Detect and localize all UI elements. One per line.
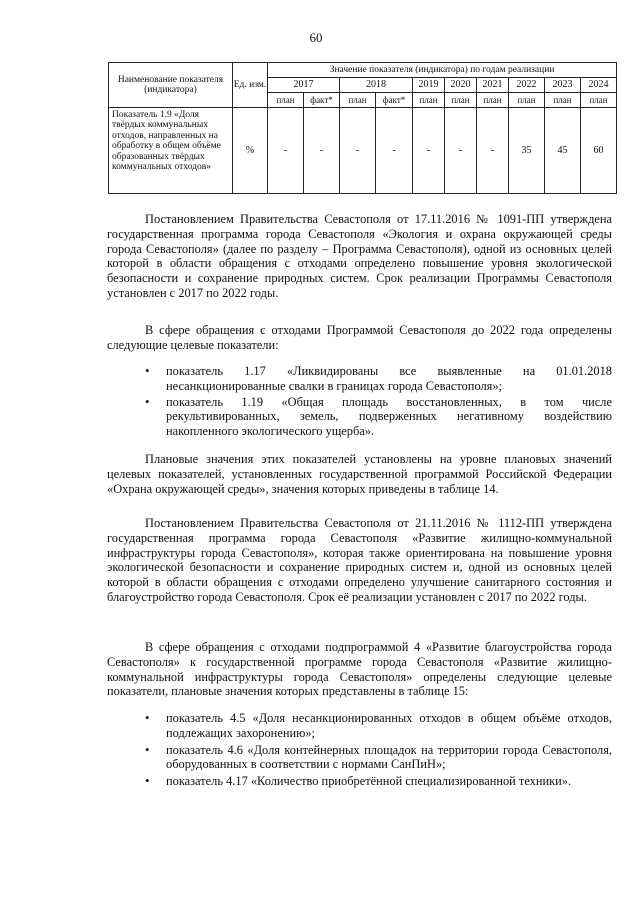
column-header-values: Значение показателя (индикатора) по годам реализации: [268, 63, 617, 78]
value-cell: 45: [545, 108, 581, 194]
plan-header: план: [581, 93, 617, 108]
plan-header: план: [413, 93, 445, 108]
fact-header: факт*: [376, 93, 413, 108]
value-cell: 60: [581, 108, 617, 194]
bullet-icon: •: [145, 710, 150, 725]
paragraph: Плановые значения этих показателей установлены на уровне плановых значений целевых показателей, установленных государственной программой Российской Федерации «Охрана окружающей среды», значения которых приведены в таблице 14.: [107, 452, 612, 496]
fact-header: факт*: [304, 93, 340, 108]
plan-header: план: [268, 93, 304, 108]
value-cell: -: [304, 108, 340, 194]
bullet-icon: •: [145, 741, 150, 757]
table-header-row: [109, 63, 617, 78]
page-number: 60: [309, 30, 323, 45]
plan-header: план: [445, 93, 477, 108]
plan-header: план: [545, 93, 581, 108]
bullet-icon: •: [145, 363, 150, 378]
indicator-table: [108, 62, 617, 194]
list-item: [107, 743, 612, 773]
list-item-text: показатель 4.17 «Количество приобретённой специализированной техники».: [166, 774, 572, 789]
value-cell: -: [340, 108, 376, 194]
list-item: [107, 774, 612, 789]
value-cell: -: [477, 108, 509, 194]
column-header-name: Наименование показателя (индикатора): [109, 63, 233, 108]
list-item-text: показатель 4.6 «Доля контейнерных площадок на территории города Севастополя, оборудованных в соответствии с нормами СанПиН»;: [166, 742, 612, 772]
paragraph-block-5: [107, 640, 612, 699]
paragraph-block-3: [107, 452, 612, 496]
value-cell: -: [268, 108, 304, 194]
plan-header: план: [340, 93, 376, 108]
year-header: 2021: [477, 78, 509, 93]
plan-header: план: [477, 93, 509, 108]
paragraph: Постановлением Правительства Севастополя от 17.11.2016 № 1091-ПП утверждена государственная программа города Севастополя «Экология и охрана окружающей среды города Севастополя» (далее по разделу – Программа Севастополя), одной из основных целей которой в области обращения с отходами определено повышение уровня экологической безопасности и сохранение природных систем. Срок реализации Программы Севастополя установлен с 2017 по 2022 годы.: [107, 212, 612, 300]
value-cell: -: [413, 108, 445, 194]
bullet-icon: •: [145, 393, 150, 409]
list-item-text: показатель 1.17 «Ликвидированы все выявленные на 01.01.2018 несанкционированные свалки в границах города Севастополя»;: [166, 364, 612, 393]
list-item-text: показатель 4.5 «Доля несанкционированных отходов в общем объёме отходов, подлежащих захоронению»;: [166, 711, 612, 740]
indicator-name-cell: Показатель 1.9 «Доля твёрдых коммунальных отходов, направленных на обработку в общем объёме образованных твёрдых коммунальных отходов»: [109, 108, 233, 194]
list-item-text: показатель 1.19 «Общая площадь восстановленных, в том числе рекультивированных, земель, подверженных негативному воздействию накопленного экологического ущерба».: [166, 394, 612, 439]
paragraph-block-2: [107, 323, 612, 353]
value-cell: 35: [509, 108, 545, 194]
year-header: 2020: [445, 78, 477, 93]
paragraph: Постановлением Правительства Севастополя от 21.11.2016 № 1112-ПП утверждена государственная программа города Севастополя «Развитие жилищно-коммунальной инфраструктуры города Севастополя», которая также ориентирована на повышение уровня экологической безопасности и сохранение природных систем и, одной из основных целей которой в области обращения с отходами определено улучшение санитарного состояния и благоустройство города Севастополя. Срок её реализации установлен с 2017 по 2022 годы.: [107, 516, 612, 604]
paragraph: В сфере обращения с отходами подпрограммой 4 «Развитие благоустройства города Севастополя» к государственной программе города Севастополя «Развитие жилищно-коммунальной инфраструктуры города Севастополя» определены следующие целевые показатели, плановые значения которых представлены в таблице 15:: [107, 640, 612, 699]
year-header: 2019: [413, 78, 445, 93]
table-row: [109, 108, 617, 194]
list-item: [107, 364, 612, 394]
year-header: 2018: [340, 78, 413, 93]
paragraph-block-4: [107, 516, 612, 605]
paragraph: В сфере обращения с отходами Программой Севастополя до 2022 года определены следующие целевые показатели:: [107, 323, 612, 352]
column-header-unit: Ед. изм.: [233, 63, 268, 108]
value-cell: -: [376, 108, 413, 194]
bullet-list-1: [107, 364, 612, 439]
bullet-list-2: [107, 711, 612, 789]
list-item: [107, 711, 612, 741]
bullet-icon: •: [145, 773, 150, 789]
year-header: 2017: [268, 78, 340, 93]
value-cell: -: [445, 108, 477, 194]
plan-header: план: [509, 93, 545, 108]
list-item: [107, 395, 612, 439]
unit-cell: %: [233, 108, 268, 194]
paragraph-block-1: [107, 212, 612, 301]
year-header: 2023: [545, 78, 581, 93]
year-header: 2024: [581, 78, 617, 93]
year-header: 2022: [509, 78, 545, 93]
